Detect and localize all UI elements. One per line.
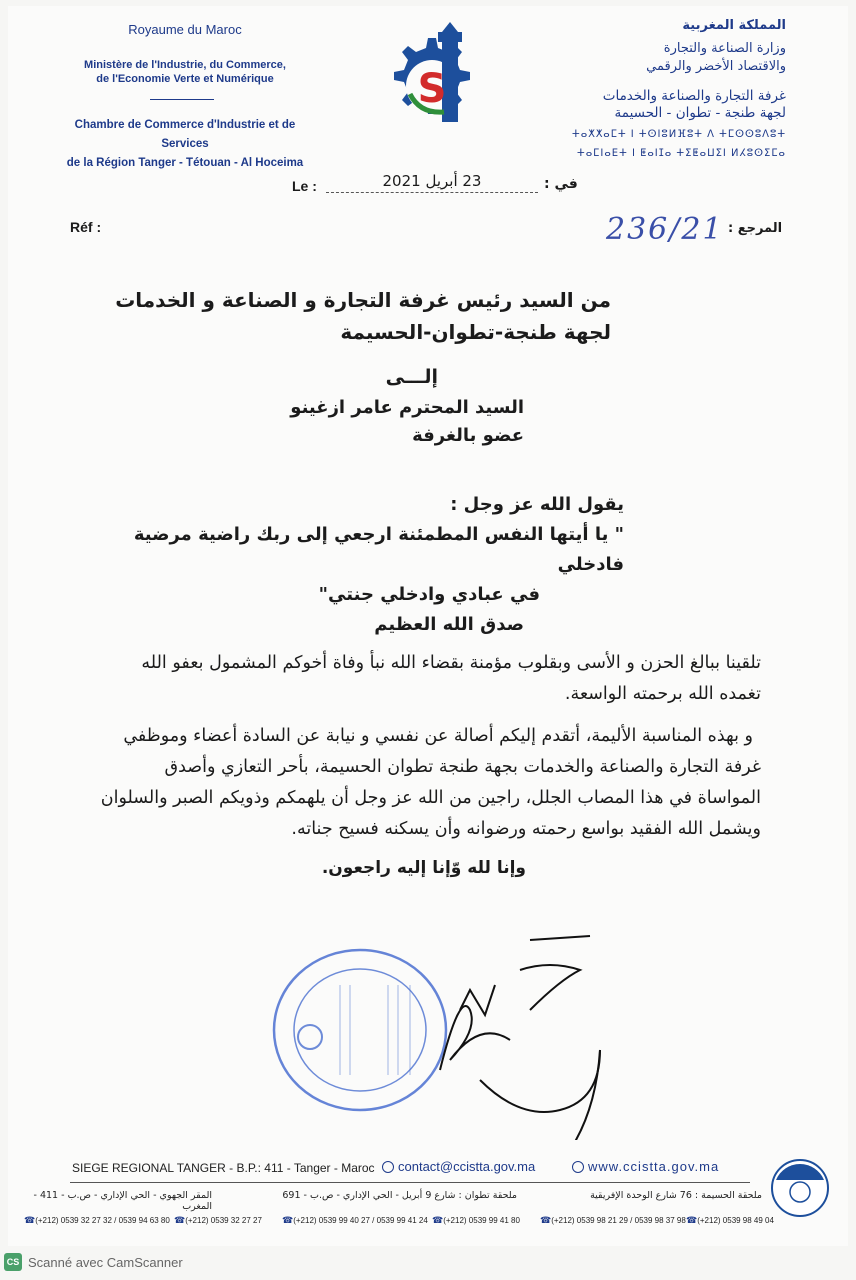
footer-seat: SIEGE REGIONAL TANGER - B.P.: 411 - Tanger - Maroc xyxy=(72,1161,375,1175)
verse-end: صدق الله العظيم xyxy=(374,614,524,635)
para2-line4: ويشمل الله الفقيد بواسع رحمته ورضوانه وأن يسكنه فسيح جناته. xyxy=(291,819,761,839)
footer-email xyxy=(382,1159,535,1174)
header-chamber-tifinagh xyxy=(556,125,786,163)
date-label-ar: في : xyxy=(544,176,578,192)
fax-icon: ☎ xyxy=(174,1215,186,1225)
condolence-paragraph-1 xyxy=(81,648,761,710)
header-ministry-ar-line2: والاقتصاد الأخضر والرقمي xyxy=(646,59,786,74)
footer-fax-tanger xyxy=(174,1215,262,1226)
para1-line2: تغمده الله برحمته الواسعة. xyxy=(564,684,761,704)
closing-phrase: وإنا لله وّإنا إليه راجعون. xyxy=(321,858,526,878)
header-ministry-fr-line2: de l'Economie Verte et Numérique xyxy=(96,73,274,85)
phone-icon: ☎ xyxy=(282,1215,294,1225)
sender-line1: من السيد رئيس غرفة التجارة و الصناعة و الخدمات xyxy=(115,288,611,312)
header-chamber-ar xyxy=(556,88,786,122)
footer-phone-hoceima-text: (+212) 0539 98 21 29 / 0539 98 37 98 xyxy=(551,1216,686,1225)
condolence-paragraph-2 xyxy=(81,721,761,845)
verse-line1: " يا أيتها النفس المطمئنة ارجعي إلى ربك راضية مرضية فادخلي xyxy=(133,524,624,575)
footer-annex-hoceima: ملحقة الحسيمة : 76 شارع الوحدة الإفريقية xyxy=(590,1190,762,1201)
handwritten-signature xyxy=(400,930,620,1140)
header-chamber-fr xyxy=(60,116,310,173)
header-kingdom-fr: Royaume du Maroc xyxy=(128,22,242,37)
email-icon xyxy=(382,1161,394,1173)
footer-phone-tetouan xyxy=(282,1215,428,1226)
quran-verse xyxy=(104,490,624,640)
para2-line2: غرفة التجارة والصناعة والخدمات بجهة طنجة تطوان الحسيمة، بأحر التعازي وأصدق xyxy=(164,757,761,777)
verse-intro: يقول الله عز وجل : xyxy=(450,494,624,515)
fax-icon: ☎ xyxy=(686,1215,698,1225)
footer-phone-tetouan-text: (+212) 0539 99 40 27 / 0539 99 41 24 xyxy=(293,1216,428,1225)
phone-icon: ☎ xyxy=(24,1215,36,1225)
reference-label-ar: المرجع : xyxy=(728,221,783,236)
para2-line3: المواساة في هذا المصاب الجلل، راجين من الله عز وجل أن يلهمكم وذويكم الصبر والسلوان xyxy=(100,788,761,808)
tuv-certification-badge xyxy=(770,1158,830,1218)
recipient-block xyxy=(290,394,524,450)
camscanner-logo-icon: CS xyxy=(4,1253,22,1271)
fax-icon: ☎ xyxy=(432,1215,444,1225)
reference-number: 236/21 xyxy=(606,212,724,247)
footer-annex-tanger: المقر الجهوي - الحي الإداري - ص.ب - 411 - المغرب xyxy=(33,1190,212,1212)
header-ministry-fr xyxy=(60,58,310,86)
chamber-logo xyxy=(378,22,486,140)
header-ministry-ar xyxy=(556,40,786,76)
recipient-name: السيد المحترم عامر ازغينو xyxy=(290,397,524,418)
camscanner-watermark xyxy=(4,1253,183,1271)
footer-fax-tetouan xyxy=(432,1215,520,1226)
header-ministry-ar-line1: وزارة الصناعة والتجارة xyxy=(663,41,786,56)
footer-fax-hoceima-text: (+212) 0539 98 49 04 xyxy=(697,1216,774,1225)
header-chamber-ar-line1: غرفة التجارة والصناعة والخدمات xyxy=(602,88,786,104)
header-tifinagh-line1: ⵜⴰⵅⵅⴰⵎⵜ ⵏ ⵜⵙⵏⵓⵍⴼⵓⵜ ⴷ ⵜⵎⵙⵙⵓⴷⵓⵜ xyxy=(572,129,786,140)
footer-phone-tanger-text: (+212) 0539 32 27 32 / 0539 94 63 80 xyxy=(35,1216,170,1225)
footer-phone-tanger xyxy=(24,1215,170,1226)
letter-date: 23 أبريل 2021 xyxy=(326,172,538,193)
svg-text:S: S xyxy=(417,66,447,112)
footer-fax-tetouan-text: (+212) 0539 99 41 80 xyxy=(443,1216,520,1225)
header-tifinagh-line2: ⵜⴰⵎⵏⴰⴹⵜ ⵏ ⵟⴰⵏⵊⴰ ⵜⵉⵟⴰⵡⵉⵏ ⵍⵃⵓⵙⵉⵎⴰ xyxy=(577,148,786,159)
reference-label-fr: Réf : xyxy=(70,219,102,235)
para1-line1: تلقينا ببالغ الحزن و الأسى وبقلوب مؤمنة بقضاء الله نبأ وفاة أخوكم المشمول بعفو الله xyxy=(141,653,761,673)
footer-phone-hoceima xyxy=(540,1215,686,1226)
sender-line2: لجهة طنجة-تطوان-الحسيمة xyxy=(340,320,611,344)
footer-email-text[interactable]: contact@ccistta.gov.ma xyxy=(398,1159,536,1174)
header-ministry-fr-line1: Ministère de l'Industrie, du Commerce, xyxy=(84,59,286,71)
phone-icon: ☎ xyxy=(540,1215,552,1225)
camscanner-label: Scanné avec CamScanner xyxy=(28,1254,183,1270)
header-kingdom-ar: المملكة المغربية xyxy=(682,18,786,33)
footer-fax-tanger-text: (+212) 0539 32 27 27 xyxy=(185,1216,262,1225)
footer-website xyxy=(572,1159,719,1174)
sender-block xyxy=(91,284,611,348)
footer-website-text[interactable]: www.ccistta.gov.ma xyxy=(588,1159,720,1174)
recipient-title: عضو بالغرفة xyxy=(412,425,524,446)
header-chamber-ar-line2: لجهة طنجة - تطوان - الحسيمة xyxy=(614,105,786,121)
date-label-fr: Le : xyxy=(292,178,317,194)
header-separator xyxy=(150,99,214,100)
verse-line2: في عبادي وادخلي جنتي" xyxy=(318,584,540,605)
recipient-to-word: إلـــى xyxy=(385,366,438,388)
header-chamber-fr-line2: de la Région Tanger - Tétouan - Al Hoceima xyxy=(66,157,304,169)
footer-rule xyxy=(70,1182,750,1183)
header-chamber-fr-line1: Chambre de Commerce d'Industrie et de Services xyxy=(74,119,296,150)
para2-line1: و بهذه المناسبة الأليمة، أتقدم إليكم أصالة عن نفسي و نيابة عن السادة أعضاء وموظفي xyxy=(123,726,753,746)
footer-annex-tetouan: ملحقة تطوان : شارع 9 أبريل - الحي الإداري - ص.ب - 691 xyxy=(282,1190,517,1201)
globe-icon xyxy=(572,1161,584,1173)
footer-fax-hoceima xyxy=(686,1215,774,1226)
